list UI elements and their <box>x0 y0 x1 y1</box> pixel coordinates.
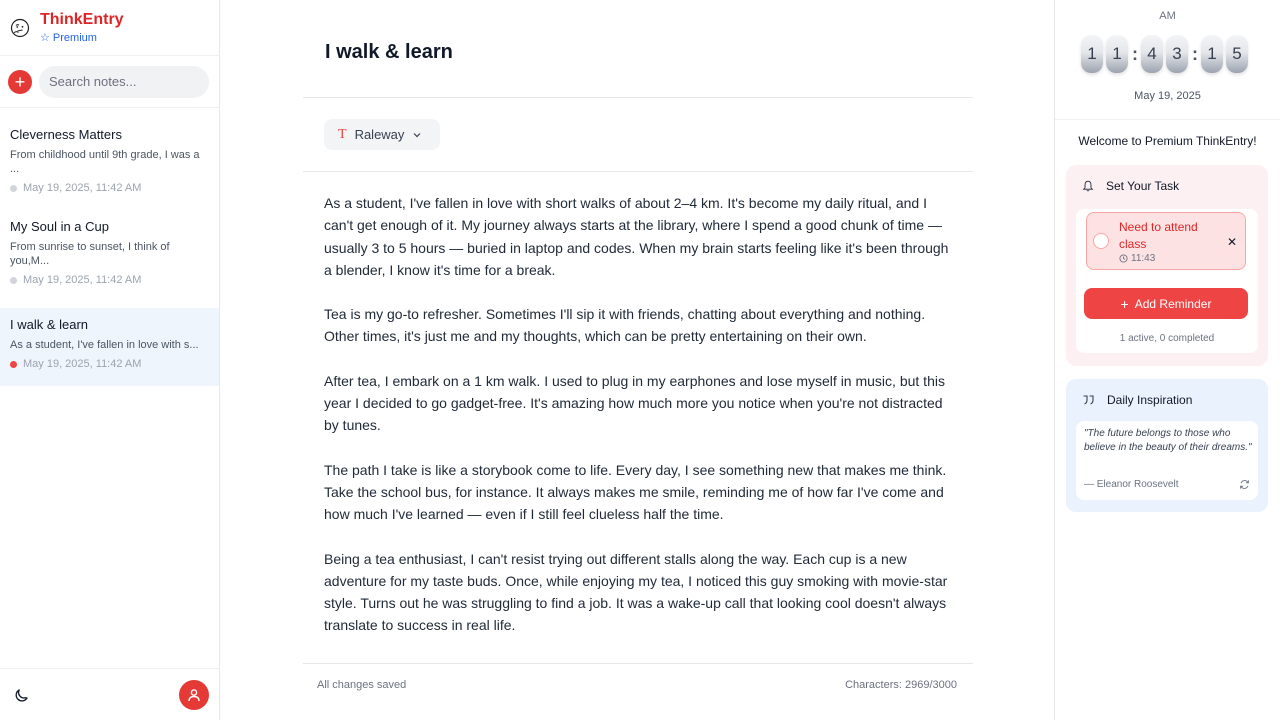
note-item[interactable] <box>0 216 219 308</box>
font-selector[interactable] <box>324 119 440 150</box>
refresh-icon[interactable] <box>1239 479 1250 490</box>
task-list <box>1076 209 1258 353</box>
task-text: Need to attend class <box>1119 220 1198 251</box>
sidebar <box>0 0 220 720</box>
user-icon <box>187 688 201 702</box>
note-date: May 19, 2025, 11:42 AM <box>23 274 142 286</box>
right-panel <box>1054 0 1280 720</box>
task-complete-checkbox[interactable] <box>1093 233 1109 249</box>
task-item[interactable] <box>1086 212 1246 270</box>
search-row <box>0 56 219 108</box>
inspiration-card <box>1066 379 1268 512</box>
status-dot <box>10 361 17 368</box>
divider <box>303 97 973 98</box>
note-preview: From childhood until 9th grade, I was a ... <box>10 149 200 175</box>
search-input[interactable] <box>39 66 209 98</box>
note-meta <box>10 182 209 194</box>
note-title-heading[interactable]: I walk & learn <box>325 41 453 63</box>
add-reminder-label: Add Reminder <box>1134 296 1212 311</box>
clock-date: May 19, 2025 <box>1134 90 1201 102</box>
paragraph: As a student, I've fallen in love with short walks of about 2–4 km. It's become my daily ritual, and I can't get enough of it. My journey always starts at the library, where I spend a good chunk of time — usually 3 to 5 hours — buried in laptop and codes. When my brain starts feeling like it's been through a blender, I know it's time for a break. <box>324 195 949 278</box>
status-dot <box>10 277 17 284</box>
plus-icon: + <box>1120 295 1129 312</box>
note-preview: As a student, I've fallen in love with s... <box>10 339 199 351</box>
task-card <box>1066 165 1268 366</box>
note-meta <box>10 274 209 286</box>
clock-digit: 3 <box>1166 35 1188 73</box>
clock-digit: 5 <box>1226 35 1248 73</box>
task-time <box>1119 253 1155 264</box>
note-date: May 19, 2025, 11:42 AM <box>23 358 142 370</box>
user-profile-button[interactable] <box>179 680 209 710</box>
ampm-label: AM <box>1159 10 1176 22</box>
typography-icon: T <box>338 126 347 142</box>
note-preview: From sunrise to sunset, I think of you,M... <box>10 241 170 267</box>
clock-digit: 1 <box>1201 35 1223 73</box>
flip-clock <box>1081 35 1251 73</box>
status-dot <box>10 185 17 192</box>
task-heading: Set Your Task <box>1106 179 1180 193</box>
task-time-value: 11:43 <box>1131 253 1156 264</box>
note-item-active[interactable] <box>0 308 219 386</box>
quote-icon <box>1082 394 1095 406</box>
note-body-editor[interactable] <box>324 192 954 660</box>
clock-digit: 1 <box>1106 35 1128 73</box>
paragraph: The path I take is like a storybook come to life. Every day, I see something new that makes me think. Take the school bus, for instance. It always makes me smile, reminding me of how far I've come and how much I've learned — even if I still feel clueless half the time. <box>324 461 947 523</box>
welcome-message: Welcome to Premium ThinkEntry! <box>1078 134 1257 148</box>
note-item[interactable] <box>0 124 219 216</box>
save-status: All changes saved <box>317 679 407 691</box>
font-name: Raleway <box>354 127 405 142</box>
note-title: Cleverness Matters <box>10 127 122 142</box>
close-icon[interactable]: ✕ <box>1226 235 1237 249</box>
clock-icon <box>1119 254 1128 263</box>
character-count: Characters: 2969/3000 <box>845 679 957 691</box>
quote-author: — Eleanor Roosevelt <box>1084 479 1179 490</box>
note-title: I walk & learn <box>10 317 89 332</box>
paragraph: After tea, I embark on a 1 km walk. I used to plug in my earphones and lose myself in music, but this year I decided to go gadget-free. It's amazing how much more you notice when you're not distracted by tunes. <box>324 372 945 434</box>
moon-icon[interactable] <box>14 687 30 703</box>
divider <box>303 663 973 664</box>
task-stats: 1 active, 0 completed <box>1119 333 1215 344</box>
add-note-button[interactable] <box>8 70 32 94</box>
sidebar-footer <box>0 668 219 720</box>
add-reminder-button[interactable] <box>1084 288 1248 319</box>
brand-header <box>0 0 219 56</box>
quote-box <box>1076 421 1258 500</box>
editor-pane <box>220 0 1054 720</box>
plus-icon: + <box>14 71 26 92</box>
notes-list <box>0 108 219 386</box>
premium-badge: ☆ Premium <box>40 31 97 44</box>
clock-separator: : <box>1132 43 1138 64</box>
chevron-down-icon <box>412 130 422 140</box>
divider <box>303 171 973 172</box>
clock-digit: 1 <box>1081 35 1103 73</box>
paragraph: Tea is my go-to refresher. Sometimes I'll sip it with friends, chatting about everything and nothing. Other times, it's just me and my thoughts, which can be pretty entertaining on their own. <box>324 306 926 345</box>
clock-widget <box>1055 0 1280 120</box>
clock-separator: : <box>1192 43 1198 64</box>
quote-text: "The future belongs to those who believe in the beauty of their dreams." <box>1084 428 1252 453</box>
inspiration-heading: Daily Inspiration <box>1107 393 1193 407</box>
note-meta <box>10 358 209 370</box>
note-date: May 19, 2025, 11:42 AM <box>23 182 142 194</box>
thinking-face-logo <box>10 18 30 38</box>
paragraph: Being a tea enthusiast, I can't resist trying out different stalls along the way. Each cup is a new adventure for my taste buds. Once, while enjoying my tea, I noticed this guy smoking with movie-star style. Turns out he was struggling to find a job. It was a wake-up call that looking cool doesn't always translate to success in real life. <box>324 550 948 634</box>
clock-digit: 4 <box>1141 35 1163 73</box>
app-name: ThinkEntry <box>40 10 124 28</box>
task-card-header <box>1066 165 1268 193</box>
note-title: My Soul in a Cup <box>10 219 109 234</box>
bell-icon <box>1082 180 1094 192</box>
inspiration-header <box>1066 379 1268 407</box>
